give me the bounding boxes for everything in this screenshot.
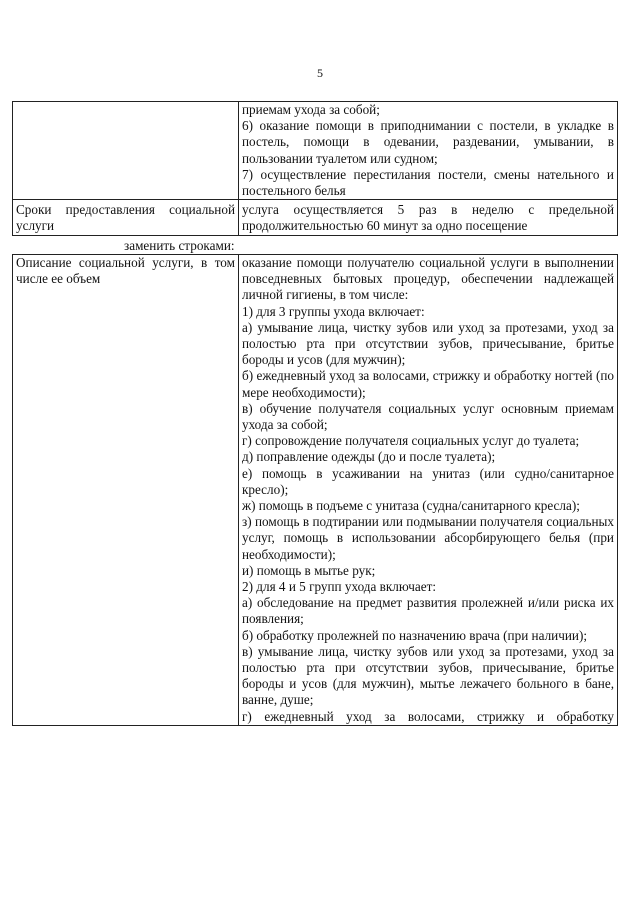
- paragraph: приемам ухода за собой;: [242, 102, 380, 117]
- paragraph: з) помощь в подтирании или подмывании получателя социальных услуг, помощь в использовании абсорбирующего белья (при необходимости);: [242, 514, 614, 562]
- previous-table: [12, 101, 618, 236]
- table-cell-left: [13, 102, 239, 200]
- paragraph: ж) помощь в подъеме с унитаза (судна/санитарного кресла);: [242, 498, 580, 514]
- paragraph: 2) для 4 и 5 групп ухода включает:: [242, 579, 436, 595]
- paragraph: г) ежедневный уход за волосами, стрижку и обработку: [242, 708, 614, 724]
- paragraph: в) умывание лица, чистку зубов или уход за протезами, уход за полостью рта при отсутствии зубов, причесывание, бритье бороды и усов (для мужчин), мытье лежачего больного в бане, ванне, душе;: [242, 643, 614, 708]
- paragraph: 6) оказание помощи в приподнимании с постели, в укладке в постель, помощи в одевании, раздевании, умывании, в пользовании туалетом или судном;: [242, 118, 614, 166]
- table-row: [13, 255, 618, 726]
- paragraph: 7) осуществление перестилания постели, смены нательного и постельного белья: [242, 166, 614, 199]
- row-label-service-description: Описание социальной услуги, в том числе ее объем: [13, 255, 239, 726]
- replacement-table: [12, 254, 618, 726]
- page-number: 5: [317, 66, 323, 80]
- paragraph: г) сопровождение получателя социальных услуг до туалета;: [242, 433, 580, 449]
- paragraph: а) обследование на предмет развития пролежней и/или риска их появления;: [242, 595, 614, 627]
- row-value-service-description: [239, 255, 618, 726]
- paragraph: а) умывание лица, чистку зубов или уход за протезами, уход за полостью рта при отсутствии зубов, причесывание, бритье бороды и усов (для мужчин);: [242, 319, 614, 368]
- paragraph: б) ежедневный уход за волосами, стрижку и обработку ногтей (по мере необходимости);: [242, 368, 614, 400]
- row-value-service-terms: услуга осуществляется 5 раз в неделю с предельной продолжительностью 60 минут за одно посещение: [239, 200, 618, 235]
- paragraph: б) обработку пролежней по назначению врача (при наличии);: [242, 627, 588, 643]
- paragraph: д) поправление одежды (до и после туалета);: [242, 449, 496, 465]
- paragraph: и) помощь в мытье рук;: [242, 562, 376, 578]
- replace-note: заменить строками:: [124, 238, 235, 253]
- paragraph: е) помощь в усаживании на унитаз (или судно/санитарное кресло);: [242, 465, 614, 497]
- paragraph: 1) для 3 группы ухода включает:: [242, 303, 425, 319]
- paragraph: оказание помощи получателю социальной услуги в выполнении повседневных бытовых процедур, обеспечении надлежащей личной гигиены, в том числе:: [242, 255, 614, 303]
- table-row: [13, 102, 618, 200]
- paragraph: в) обучение получателя социальных услуг основным приемам ухода за собой;: [242, 400, 614, 433]
- table-cell-right: [239, 102, 618, 200]
- table-row: [13, 200, 618, 235]
- row-label-service-terms: Сроки предоставления социальной услуги: [13, 200, 239, 235]
